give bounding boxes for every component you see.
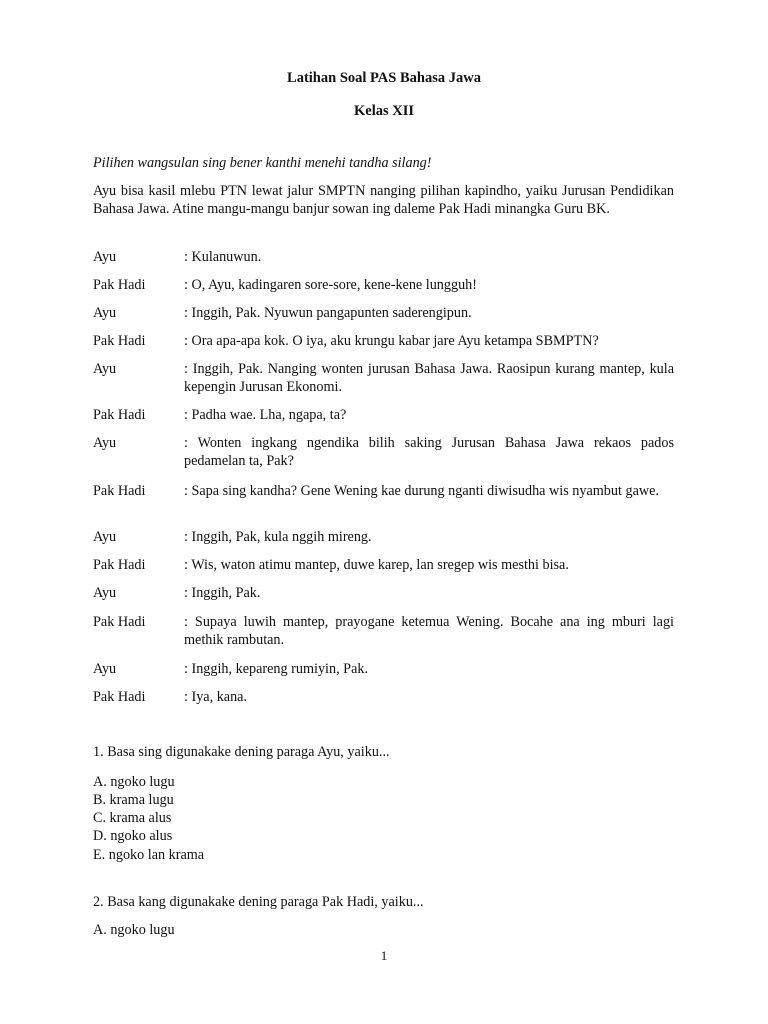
utterance-text: : Inggih, Pak. <box>184 585 261 601</box>
answer-option: E. ngoko lan krama <box>93 847 205 863</box>
utterance-text: : Inggih, Pak. Nyuwun pangapunten saderengipun. <box>184 305 472 321</box>
dialogue-line <box>93 434 674 470</box>
speaker-name: Pak Hadi <box>93 333 146 349</box>
answer-option: A. ngoko lugu <box>93 922 175 938</box>
speaker-name: Ayu <box>93 529 117 545</box>
dialogue-line <box>93 276 674 294</box>
document-subtitle: Kelas XII <box>353 103 415 119</box>
answer-option: C. krama alus <box>93 810 172 826</box>
dialogue-line <box>93 556 674 574</box>
answer-option: B. krama lugu <box>93 792 174 808</box>
question-2: 2. Basa kang digunakake dening paraga Pak Hadi, yaiku... <box>93 894 424 910</box>
speaker-name: Pak Hadi <box>93 483 146 499</box>
utterance-text: : O, Ayu, kadingaren sore-sore, kene-kene lungguh! <box>184 277 477 293</box>
dialogue-line <box>93 584 674 602</box>
speaker-name: Ayu <box>93 361 117 377</box>
answer-option: A. ngoko lugu <box>93 774 175 790</box>
speaker-name: Ayu <box>93 249 117 265</box>
question-1: 1. Basa sing digunakake dening paraga Ayu, yaiku... <box>93 744 390 760</box>
dialogue-line <box>93 660 674 678</box>
utterance-text: : Wonten ingkang ngendika bilih saking Jurusan Bahasa Jawa rekaos pados pedamelan ta, Pak? <box>184 435 674 469</box>
utterance-text: : Ora apa-apa kok. O iya, aku krungu kabar jare Ayu ketampa SBMPTN? <box>184 333 599 349</box>
dialogue-line <box>93 360 674 396</box>
utterance-text: : Iya, kana. <box>184 689 248 705</box>
document-title: Latihan Soal PAS Bahasa Jawa <box>287 70 481 86</box>
utterance-text: : Sapa sing kandha? Gene Wening kae durung nganti diwisudha wis nyambut gawe. <box>184 483 659 499</box>
speaker-name: Ayu <box>93 305 117 321</box>
utterance-text: : Inggih, kepareng rumiyin, Pak. <box>184 661 369 677</box>
dialogue-line <box>93 304 674 322</box>
speaker-name: Pak Hadi <box>93 557 146 573</box>
utterance-text: : Supaya luwih mantep, prayogane ketemua Wening. Bocahe ana ing mburi lagi methik rambutan. <box>184 614 674 648</box>
dialogue-line <box>93 482 674 500</box>
dialogue-line <box>93 332 674 350</box>
intro-paragraph: Ayu bisa kasil mlebu PTN lewat jalur SMPTN nanging pilihan kapindho, yaiku Jurusan Pendidikan Bahasa Jawa. Atine mangu-mangu banjur sowan ing daleme Pak Hadi minangka Guru BK. <box>93 183 674 217</box>
speaker-name: Ayu <box>93 435 117 451</box>
answer-option: D. ngoko alus <box>93 828 173 844</box>
utterance-text: : Padha wae. Lha, ngapa, ta? <box>184 407 347 423</box>
speaker-name: Pak Hadi <box>93 614 146 630</box>
instruction-text: Pilihen wangsulan sing bener kanthi menehi tandha silang! <box>93 155 432 171</box>
utterance-text: : Kulanuwun. <box>184 249 262 265</box>
page-number: 1 <box>380 948 388 963</box>
speaker-name: Ayu <box>93 585 117 601</box>
dialogue-line <box>93 688 674 706</box>
speaker-name: Pak Hadi <box>93 407 146 423</box>
dialogue-line <box>93 613 674 649</box>
dialogue-line <box>93 248 674 266</box>
utterance-text: : Inggih, Pak. Nanging wonten jurusan Bahasa Jawa. Raosipun kurang mantep, kula kepengin Jurusan Ekonomi. <box>184 361 674 395</box>
utterance-text: : Wis, waton atimu mantep, duwe karep, lan sregep wis mesthi bisa. <box>184 557 569 573</box>
speaker-name: Pak Hadi <box>93 689 146 705</box>
dialogue-line <box>93 528 674 546</box>
speaker-name: Pak Hadi <box>93 277 146 293</box>
dialogue-line <box>93 406 674 424</box>
speaker-name: Ayu <box>93 661 117 677</box>
utterance-text: : Inggih, Pak, kula nggih mireng. <box>184 529 372 545</box>
